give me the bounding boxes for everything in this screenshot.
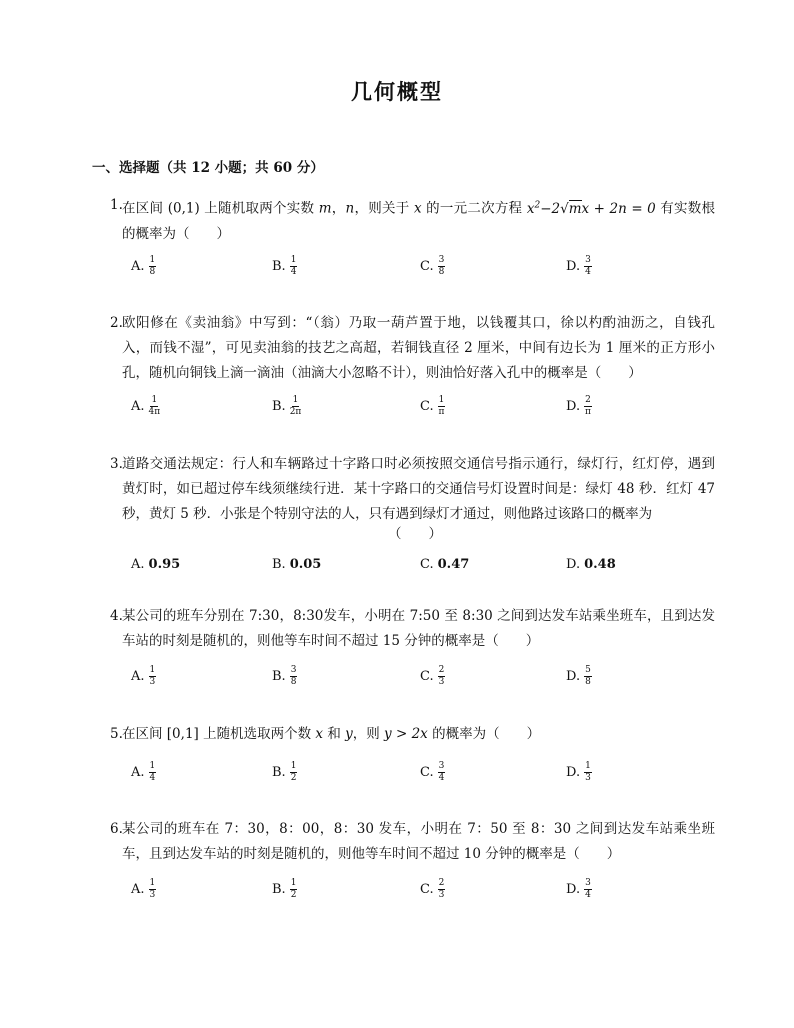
option-a[interactable]: A. $\frac{1}{3}$	[131, 878, 156, 900]
question-text: 在区间 [0,1] 上随机选取两个数 x 和 y，则 y > 2x 的概率为（ ）	[122, 726, 541, 742]
options-q2	[131, 396, 691, 422]
option-b[interactable]: B. 0.05	[272, 557, 322, 572]
equation: $x^2-2√mx + 2n = 0$	[526, 200, 656, 217]
option-c[interactable]: C. $\frac{1}{\pi}$	[420, 395, 445, 417]
option-b[interactable]: B. $\frac{1}{2}$	[272, 878, 297, 900]
option-c[interactable]: C. $\frac{3}{8}$	[420, 255, 445, 277]
question-text: 在区间 (0,1) 上随机取两个实数 m，n，则关于 x 的一元二次方程 $x^2-2√mx + 2n = 0$ 有实数根的概率为（ ）	[122, 200, 715, 242]
question-number: 4.	[110, 608, 123, 624]
option-c[interactable]: C. $\frac{2}{3}$	[420, 878, 445, 900]
options-q1	[131, 256, 691, 282]
option-d[interactable]: D. $\frac{3}{4}$	[566, 878, 591, 900]
question-text: 欧阳修在《卖油翁》中写到：“（翁）乃取一葫芦置于地，以钱覆其口，徐以杓酌油沥之，自钱孔入，而钱不湿”，可见卖油翁的技艺之高超，若铜钱直径 2 厘米，中间有边长为 1 厘米的正方形小孔，随机向铜钱上滴一滴油（油滴大小忽略不计），则油恰好落入孔中的概率是（ ）	[122, 315, 715, 381]
options-q4	[131, 666, 691, 692]
option-c[interactable]: C. $\frac{3}{4}$	[420, 761, 445, 783]
option-a[interactable]: A. $\frac{1}{3}$	[131, 665, 156, 687]
section-heading: 一、选择题（共 12 小题；共 60 分）	[92, 160, 324, 176]
question-3	[110, 452, 715, 527]
option-b[interactable]: B. $\frac{1}{4}$	[272, 255, 297, 277]
answer-paren: （ ）	[388, 526, 442, 542]
option-b[interactable]: B. $\frac{1}{2}$	[272, 761, 297, 783]
question-6	[110, 817, 715, 867]
options-q3	[131, 557, 691, 583]
question-2	[110, 311, 715, 386]
question-1	[110, 193, 715, 247]
question-text: 某公司的班车在 7：30，8：00，8：30 发车，小明在 7：50 至 8：30 之间到达发车站乘坐班车，且到达发车站的时刻是随机的，则他等车时间不超过 10 分钟的概率是（ ）	[122, 821, 715, 862]
option-c[interactable]: C. 0.47	[420, 557, 470, 572]
page-title: 几何概型	[351, 79, 443, 104]
question-text: 某公司的班车分别在 7:30，8:30发车，小明在 7:50 至 8:30 之间到达发车站乘坐班车，且到达发车站的时刻是随机的，则他等车时间不超过 15 分钟的概率是（ ）	[122, 608, 715, 649]
option-d[interactable]: D. 0.48	[566, 557, 616, 572]
option-c[interactable]: C. $\frac{2}{3}$	[420, 665, 445, 687]
option-a[interactable]: A. $\frac{1}{4}$	[131, 761, 156, 783]
option-d[interactable]: D. $\frac{3}{4}$	[566, 255, 591, 277]
question-number: 5.	[110, 726, 123, 742]
option-a[interactable]: A. $\frac{1}{4\pi}$	[131, 395, 161, 417]
option-b[interactable]: B. $\frac{3}{8}$	[272, 665, 297, 687]
option-a[interactable]: A. $\frac{1}{8}$	[131, 255, 156, 277]
option-d[interactable]: D. $\frac{1}{3}$	[566, 761, 591, 783]
options-q6	[131, 879, 691, 905]
option-b[interactable]: B. $\frac{1}{2\pi}$	[272, 395, 302, 417]
question-4	[110, 604, 715, 654]
question-text: 道路交通法规定：行人和车辆路过十字路口时必须按照交通信号指示通行，绿灯行，红灯停，遇到黄灯时，如已超过停车线须继续行进．某十字路口的交通信号灯设置时间是：绿灯 48 秒．红灯 47 秒，黄灯 5 秒．小张是个特别守法的人，只有遇到绿灯才通过，则他路过该路口的概率为	[122, 456, 715, 522]
option-a[interactable]: A. 0.95	[131, 557, 181, 572]
option-d[interactable]: D. $\frac{5}{8}$	[566, 665, 591, 687]
options-q5	[131, 762, 691, 788]
question-5	[110, 722, 715, 747]
option-d[interactable]: D. $\frac{2}{\pi}$	[566, 395, 591, 417]
question-number: 2.	[110, 315, 123, 331]
question-number: 1.	[110, 197, 123, 213]
question-number: 3.	[110, 456, 123, 472]
question-number: 6.	[110, 821, 123, 837]
